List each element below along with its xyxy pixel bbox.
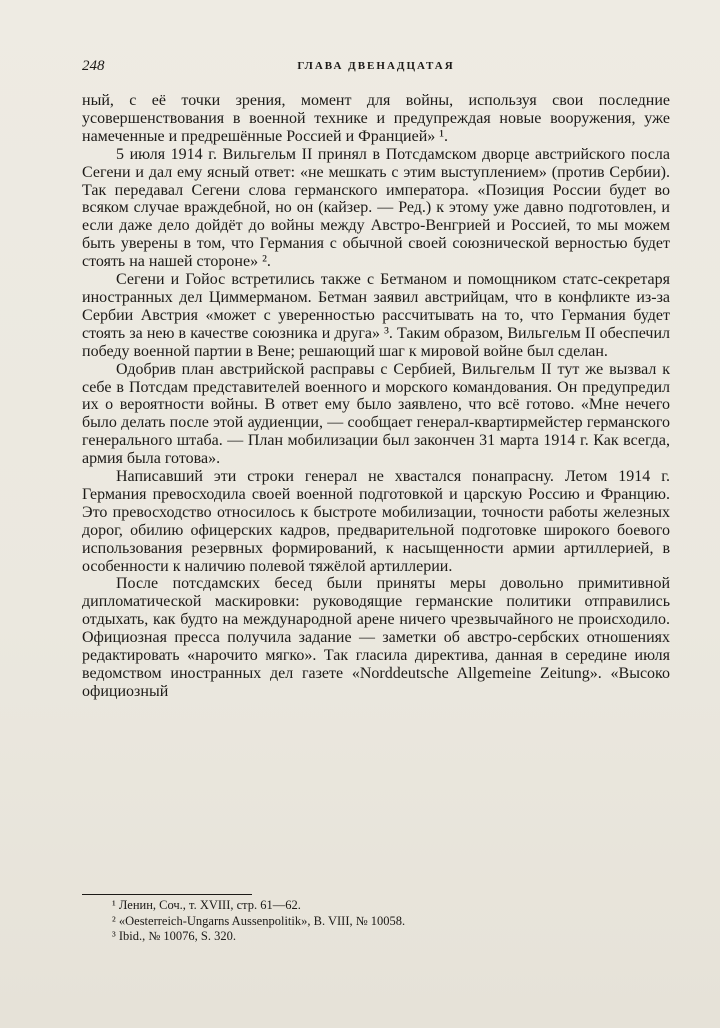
body-text bbox=[82, 92, 670, 701]
footnotes bbox=[82, 894, 670, 945]
running-head: ГЛАВА ДВЕНАДЦАТАЯ bbox=[297, 60, 455, 72]
paragraph: Написавший эти строки генерал не хвастался понапрасну. Летом 1914 г. Германия превосходила своей военной подготовкой и царскую Россию и Францию. Это превосходство относилось к быстроте мобилизации, точности работы железных дорог, обилию офицерских кадров, предварительной подготовке широкого боевого использования резервных формирований, к насыщенности армии артиллерией, в особенности к наличию полевой тяжёлой артиллерии. bbox=[82, 468, 670, 575]
paragraph: Сегени и Гойос встретились также с Бетманом и помощником статс-секретаря иностранных дел Циммерманом. Бетман заявил австрийцам, что в конфликте из-за Сербии Австрия «может с уверенностью рассчитывать на то, что Германия будет стоять за нею в качестве союзника и друга» ³. Таким образом, Вильгельм II обеспечил победу военной партии в Вене; решающий шаг к мировой войне был сделан. bbox=[82, 271, 670, 360]
footnote-rule bbox=[82, 894, 252, 895]
page-number: 248 bbox=[82, 58, 105, 74]
paragraph: 5 июля 1914 г. Вильгельм II принял в Потсдамском дворце австрийского посла Сегени и дал ему ясный ответ: «не мешкать с этим выступлением» (против Сербии). Так передавал Сегени слова германского императора. «Позиция России будет во всяком случае враждебной, но он (кайзер. — Ред.) к этому уже давно подготовлен, и если даже дело дойдёт до войны между Австро-Венгрией и Россией, то мы можем быть уверены в том, что Германия с обычной своей союзнической верностью будет стоять на нашей стороне» ². bbox=[82, 145, 670, 271]
footnote: ¹ Ленин, Соч., т. XVIII, стр. 61—62. bbox=[112, 898, 301, 912]
paragraph: ный, с её точки зрения, момент для войны, используя свои последние усовершенствования в военной технике и предупреждая новые вооружения, уже намеченные и предрешённые Россией и Францией» ¹. bbox=[82, 92, 670, 145]
footnote: ² «Oesterreich-Ungarns Aussenpolitik», B. VIII, № 10058. bbox=[112, 913, 406, 928]
page-header bbox=[82, 58, 670, 80]
paragraph: После потсдамских бесед были приняты меры довольно примитивной дипломатической маскировки: руководящие германские политики отправились отдыхать, как будто на международной арене ничего чрезвычайного не происходило. Официозная пресса получила задание — заметки об австро-сербских отношениях редактировать «нарочито мягко». Так гласила директива, данная в середине июля ведомством иностранных дел газете «Norddeutsche Allgemeine Zeitung». «Высоко официозный bbox=[82, 575, 670, 700]
footnote: ³ Ibid., № 10076, S. 320. bbox=[112, 929, 237, 943]
paragraph: Одобрив план австрийской расправы с Сербией, Вильгельм II тут же вызвал к себе в Потсдам представителей военного и морского командования. Он предупредил их о вероятности войны. В ответ ему было заявлено, что всё готово. «Мне нечего было делать после этой аудиенции, — сообщает генерал-квартирмейстер германского генерального штаба. — План мобилизации был закончен 31 марта 1914 г. Как всегда, армия была готова». bbox=[82, 360, 670, 468]
